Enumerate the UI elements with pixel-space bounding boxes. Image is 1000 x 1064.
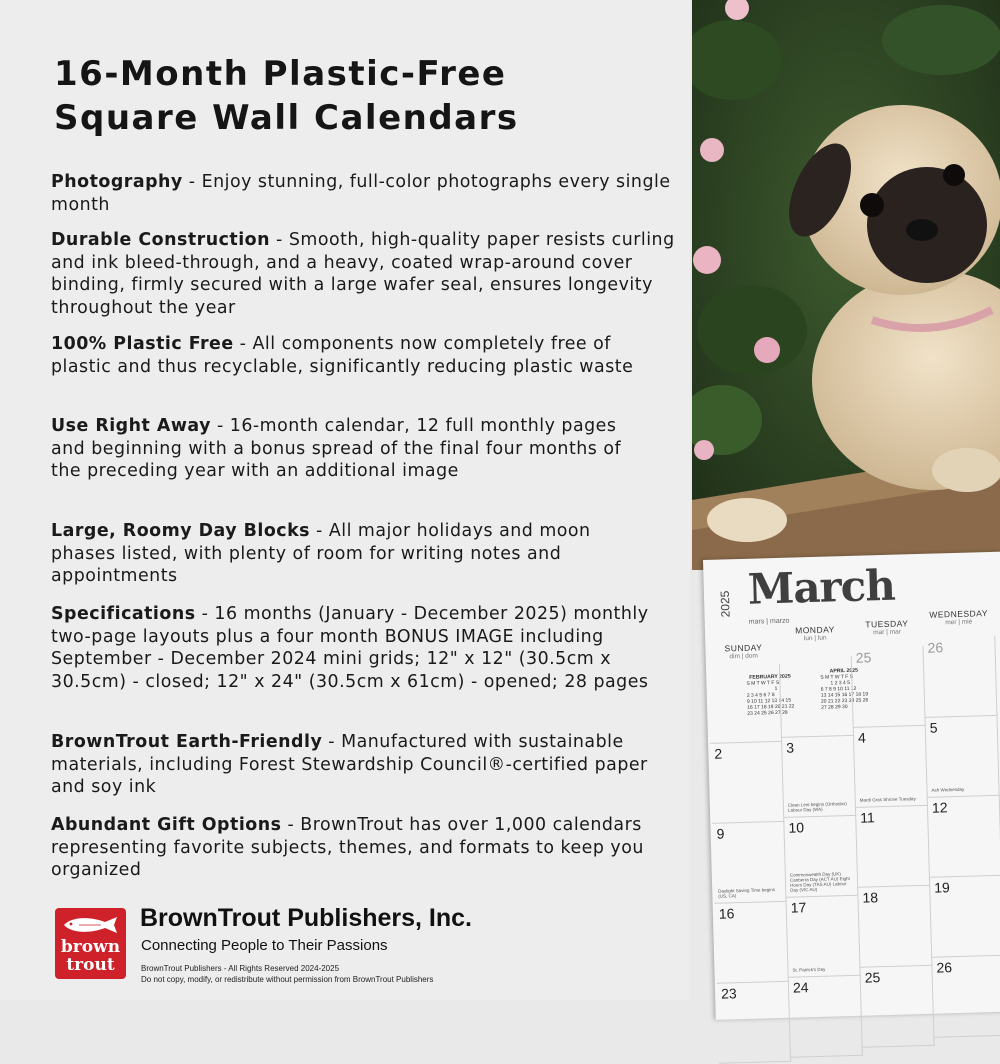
day-cell[interactable] [928,796,1000,878]
day-number: 26 [927,639,944,656]
day-number: 24 [792,979,809,996]
mini-row: 9 10 11 12 13 14 15 [746,697,792,705]
day-number: 11 [860,809,876,826]
feature-text: - 16 months (January - December 2025) monthly two-page layouts plus a four month BONUS IMAGE including September - December 2024 mini grids; 12" x 12" (30.5cm x 30.5cm) - closed; 12" x 24" (30.5cm x 61cm) - opened; 28 pages [51,604,649,692]
day-cell[interactable] [712,822,786,904]
day-number: 23 [720,985,737,1002]
feature-text: - 16-month calendar, 12 full monthly pages and beginning with a bonus spread of the final four months of the preceding year with an additional image [51,416,622,482]
feature-plastic-free [51,333,651,378]
day-cell[interactable] [856,806,930,888]
mini-row: 23 24 25 26 27 28 [747,709,788,717]
mini-row: 27 28 29 30 [821,704,848,711]
feature-label: BrownTrout Earth-Friendly [51,732,323,752]
day-number: 16 [718,905,735,922]
feature-specifications [51,603,691,693]
day-number: 12 [931,799,948,816]
day-sub: dim | dom [729,652,759,661]
logo-text-trout: trout [66,955,115,975]
day-cell[interactable] [923,636,997,718]
day-sub: lun | lun [803,634,827,643]
feature-photography [51,171,691,216]
mini-row: 20 21 22 23 24 25 26 [820,697,869,705]
logo-text-brown: brown [60,937,121,957]
feature-use-right-away [51,415,651,483]
feature-text: - All major holidays and moon phases listed, with plenty of room for writing notes and appointments [51,521,591,587]
mini-head: S M T W T F S [746,679,780,687]
day-cell[interactable] [789,976,863,1058]
copy-notice: Do not copy, modify, or redistribute without permission from BrownTrout Publishers [141,975,434,984]
day-number: 19 [934,879,951,896]
calendar-month-translation: mars | marzo [748,617,790,626]
day-cell[interactable] [854,726,928,808]
march-calendar-page [703,551,1000,1020]
day-number: 25 [855,649,872,666]
day-cell[interactable] [717,982,791,1064]
feature-text: - All components now completely free of plastic and thus recyclable, significantly reducing plastic waste [51,334,634,377]
day-number: 2 [714,745,723,762]
day-header-wednesday [922,608,994,627]
day-number: 25 [864,969,881,986]
day-cell[interactable] [784,816,858,898]
day-number: 18 [862,889,879,906]
day-name: SUNDAY [724,642,763,654]
mini-row: 1 2 3 4 5 [830,679,851,687]
mini-row: 6 7 8 9 10 11 12 [820,685,857,693]
day-number: 4 [857,729,867,746]
feature-label: 100% Plastic Free [51,334,234,354]
day-number: 3 [786,739,795,756]
mini-row: 1 [774,685,778,693]
day-cell[interactable] [708,664,782,744]
day-note: St. Patrick's Day [792,966,826,973]
title-line-2: Square Wall Calendars [54,98,519,138]
day-cell[interactable] [930,876,1000,958]
day-name: TUESDAY [865,618,909,630]
feature-gift-options [51,814,651,882]
day-cell[interactable] [782,736,856,818]
feature-day-blocks [51,520,651,588]
feature-text: - Manufactured with sustainable materials, including Forest Stewardship Council®-certified paper and soy ink [51,732,648,798]
mini-row: 16 17 18 19 20 21 22 [747,703,795,711]
publisher-name: BrownTrout Publishers, Inc. [140,904,472,932]
day-sub: mer | mié [945,618,973,627]
title-line-1: 16-Month Plastic-Free [54,54,507,94]
feature-text: - Enjoy stunning, full-color photographs every single month [51,172,671,215]
pug-photo [692,0,1000,570]
pug-illustration [692,0,1000,570]
mini-title: APRIL 2025 [829,667,859,675]
day-cell[interactable] [710,742,784,824]
mini-title: FEBRUARY 2025 [749,673,791,681]
mini-row: 2 3 4 5 6 7 8 [746,692,775,699]
day-cell[interactable] [925,716,999,798]
day-header-tuesday [851,618,923,637]
feature-label: Abundant Gift Options [51,815,282,835]
feature-durable-construction [51,229,691,319]
day-header-sunday [707,642,779,661]
mini-row: 13 14 15 16 17 18 19 [820,691,869,699]
day-cell[interactable] [860,966,934,1048]
feature-label: Durable Construction [51,230,271,250]
browntrout-logo [55,908,126,979]
rights-notice: BrownTrout Publishers - All Rights Reserved 2024-2025 [141,964,340,973]
day-number: 17 [790,899,807,916]
day-note: Mardi Gras Shrove Tuesday [859,796,916,803]
feature-earth-friendly [51,731,651,799]
day-number: 9 [716,825,725,842]
page-title [54,52,519,140]
calendar-year: 2025 [717,590,733,618]
day-note: Daylight Saving Time begins (US, CA) [718,887,776,899]
mini-head: S M T W T F S [820,673,854,681]
feature-text: - BrownTrout has over 1,000 calendars representing favorite subjects, themes, and formats to keep you organized [51,815,644,881]
day-cell[interactable] [780,656,854,738]
feature-label: Photography [51,172,183,192]
day-cell[interactable] [786,896,860,978]
day-note: Clean Lent begins (Orthodox) Labour Day (WA) [787,801,847,813]
calendar-month: March [747,560,896,614]
day-sub: mar | mar [873,628,902,637]
trout-icon [61,914,120,936]
feature-label: Large, Roomy Day Blocks [51,521,311,541]
day-note: Commonwealth Day (UK) Canberra Day (ACT AU) Eight Hours Day (TAS AU) Labour Day (VIC AU) [789,871,850,893]
day-cell[interactable] [852,646,926,728]
day-note: Ash Wednesday [931,786,965,793]
feature-label: Specifications [51,604,196,624]
day-number: 10 [788,819,805,836]
day-cell[interactable] [932,956,1000,1038]
day-cell[interactable] [715,902,789,984]
day-cell[interactable] [858,886,932,968]
publisher-tagline: Connecting People to Their Passions [141,937,388,954]
day-name: MONDAY [795,624,835,636]
day-number: 26 [936,959,953,976]
day-name: WEDNESDAY [929,608,989,620]
day-header-monday [779,624,851,643]
day-number: 5 [929,719,938,736]
feature-label: Use Right Away [51,416,211,436]
feature-text: - Smooth, high-quality paper resists curling and ink bleed-through, and a heavy, coated wrap-around cover binding, firmly secured with a large wafer seal, ensures longevity throughout the year [51,230,675,318]
